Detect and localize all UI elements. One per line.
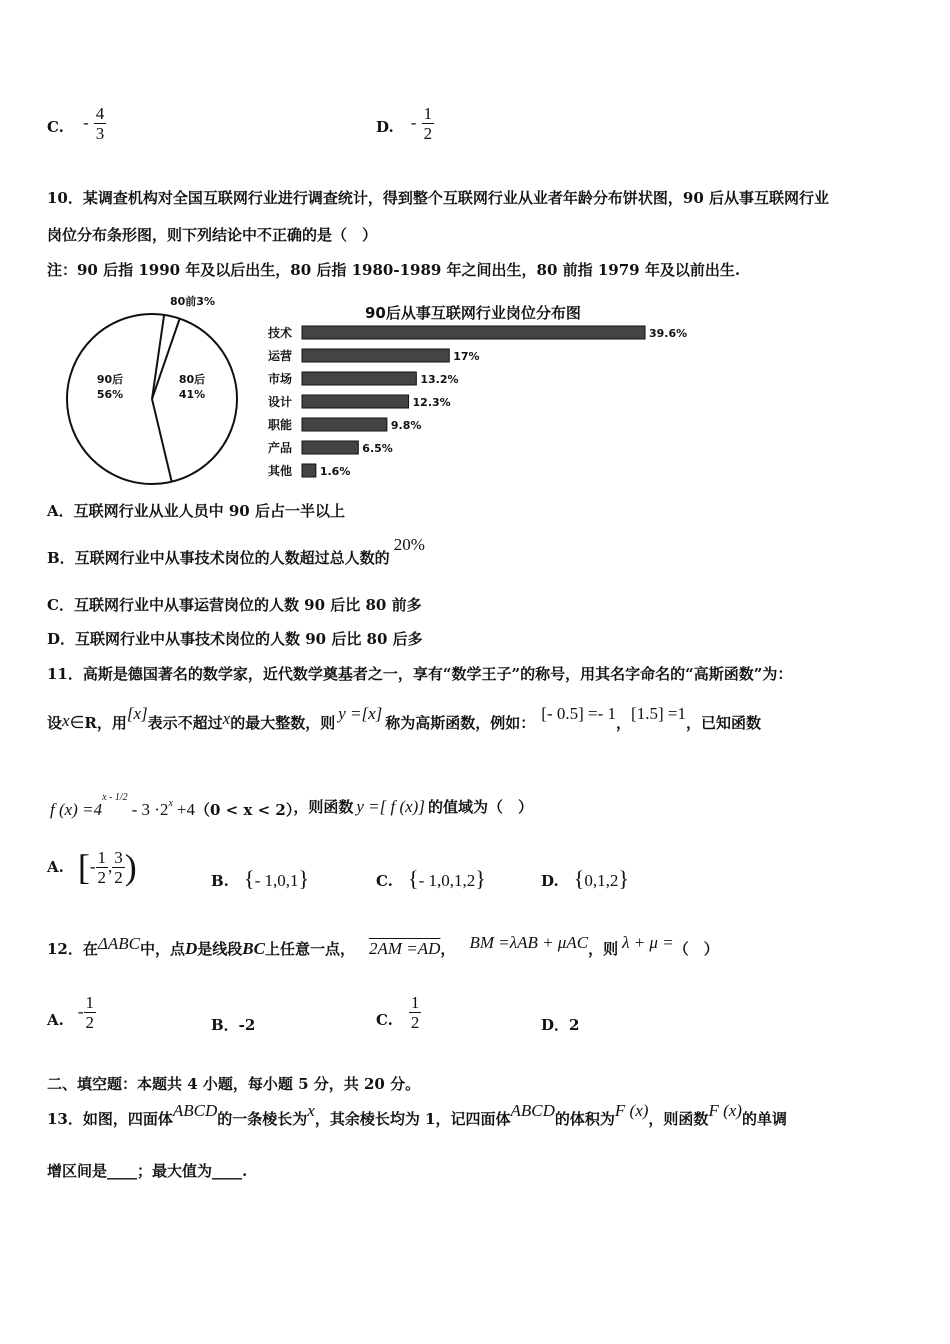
bar-category-4: 职能 bbox=[268, 418, 293, 432]
q12-comma: ， bbox=[440, 940, 456, 958]
q11-b-brace-close: } bbox=[298, 866, 310, 891]
pie-value-0: 56% bbox=[96, 388, 124, 401]
q13-volume-fn2: F (x) bbox=[708, 1101, 742, 1120]
bar-category-6: 其他 bbox=[268, 464, 293, 478]
q11-l2-in: ∈ bbox=[69, 713, 85, 732]
q11-a-right-bracket: ) bbox=[124, 847, 137, 887]
q10-option-b-text: B．互联网行业中从事技术岗位的人数超过总人数的 bbox=[47, 549, 390, 567]
q11-function-part3: +4 bbox=[176, 800, 195, 819]
bar-category-1: 运营 bbox=[268, 349, 293, 363]
q11-c-label: C. bbox=[376, 872, 393, 890]
q11-d-brace-open: { bbox=[573, 866, 585, 891]
q11-stem-line3 bbox=[50, 792, 533, 819]
q11-d-label: D. bbox=[541, 872, 559, 890]
q11-a-comma: , bbox=[108, 857, 113, 876]
q12-triangle: ΔABC bbox=[97, 934, 140, 953]
q9-d-fraction bbox=[422, 104, 435, 143]
bar-6 bbox=[302, 464, 316, 477]
bar-group bbox=[267, 325, 687, 478]
q10-option-d: D．互联网行业中从事技术岗位的人数 90 后比 80 后多 bbox=[47, 630, 423, 648]
q13-b: 的一条棱长为 bbox=[217, 1110, 308, 1128]
q11-option-d bbox=[541, 866, 629, 892]
q11-a-frac1-den: 2 bbox=[97, 867, 107, 887]
q12-a: 12．在 bbox=[47, 940, 98, 958]
q13-f: 的单调 bbox=[741, 1110, 787, 1128]
q13-volume-fn: F (x) bbox=[614, 1101, 649, 1120]
q11-l2-c: 表示不超过 bbox=[147, 714, 223, 732]
q11-l2-gauss: y =[x] bbox=[338, 704, 383, 723]
q11-a-frac2-den: 2 bbox=[114, 867, 123, 887]
pie-label-0: 90后 bbox=[96, 373, 124, 386]
q9-option-d bbox=[376, 104, 434, 143]
q11-option-b bbox=[211, 866, 309, 892]
q9-c-label: C. bbox=[47, 118, 64, 136]
q11-l3-h: 的值域为（ ） bbox=[427, 798, 533, 816]
q10-option-c: C．互联网行业中从事运营岗位的人数 90 后比 80 前多 bbox=[47, 596, 422, 614]
q9-c-sign: - bbox=[83, 113, 89, 132]
q11-option-a bbox=[47, 842, 137, 892]
q12-c-label: C. bbox=[376, 1011, 393, 1029]
q13-stem-line2: 增区间是____；最大值为____. bbox=[47, 1162, 248, 1180]
q11-exponent: x - 1/2 bbox=[102, 792, 128, 803]
q12-d: 上任意一点， bbox=[264, 940, 355, 958]
pie-group bbox=[67, 294, 237, 484]
q11-c-brace-close: } bbox=[475, 866, 486, 891]
q10-option-b bbox=[47, 535, 425, 568]
bar-3 bbox=[302, 395, 409, 408]
q11-composite: y =[ f (x)] bbox=[356, 797, 425, 816]
bar-0 bbox=[302, 326, 645, 339]
q12-option-b: B．-2 bbox=[211, 1016, 256, 1034]
q13-a: 13．如图，四面体 bbox=[47, 1110, 173, 1128]
bar-chart-title: 90后从事互联网行业岗位分布图 bbox=[365, 304, 581, 322]
q13-tetra: ABCD bbox=[172, 1101, 218, 1120]
pie-label-2: 80前3% bbox=[170, 295, 215, 308]
q11-l2-example1: [- 0.5] =- 1 bbox=[541, 704, 617, 723]
q12-c-num: 1 bbox=[410, 992, 420, 1012]
q11-a-frac2 bbox=[112, 848, 125, 887]
q12-vector-eq1: 2AM =AD bbox=[368, 939, 441, 958]
bar-category-2: 市场 bbox=[268, 372, 293, 386]
q9-d-num: 1 bbox=[423, 104, 433, 123]
q12-segment-bc: BC bbox=[242, 939, 265, 958]
q12-a-sign: - bbox=[77, 1002, 84, 1021]
bar-value-2: 13.2% bbox=[420, 373, 459, 386]
q9-c-fraction bbox=[94, 104, 107, 143]
q12-a-frac bbox=[84, 993, 97, 1032]
q11-stem-line2 bbox=[47, 704, 761, 733]
bar-value-0: 39.6% bbox=[649, 327, 688, 340]
q11-l2-f: ，已知函数 bbox=[685, 714, 761, 732]
q11-function-part2: - 3 ·2 bbox=[131, 800, 169, 819]
q11-l2-e: 称为高斯函数，例如： bbox=[385, 714, 536, 732]
section-2-heading: 二、填空题：本题共 4 小题，每小题 5 分，共 20 分。 bbox=[47, 1075, 421, 1093]
bar-category-3: 设计 bbox=[268, 395, 293, 409]
pie-label-1: 80后 bbox=[178, 373, 206, 386]
q11-c-brace-open: { bbox=[408, 866, 419, 891]
q9-d-sign: - bbox=[410, 113, 417, 132]
bar-value-5: 6.5% bbox=[362, 442, 393, 455]
q12-c-frac bbox=[409, 993, 422, 1032]
q13-c: ，其余棱长均为 1，记四面体 bbox=[314, 1110, 511, 1128]
bar-2 bbox=[302, 372, 416, 385]
q11-l2-x: x bbox=[62, 711, 70, 730]
q11-function: f (x) =4 bbox=[50, 800, 103, 819]
q12-a-label: A. bbox=[47, 1011, 64, 1029]
q11-l2-a: 设 bbox=[47, 714, 63, 732]
q9-d-label: D. bbox=[376, 118, 394, 136]
q13-e: ，则函数 bbox=[648, 1110, 709, 1128]
q12-option-c bbox=[376, 990, 421, 1034]
q12-option-d: D．2 bbox=[541, 1016, 580, 1034]
q11-stem-line1: 11．高斯是德国著名的数学家，近代数学奠基者之一，享有“数学王子”的称号，用其名字命名的“高斯函数”为： bbox=[47, 665, 793, 683]
q10-note: 注：90 后指 1990 年及以后出生，80 后指 1980-1989 年之间出生，80 前指 1979 年及以前出生. bbox=[47, 261, 741, 279]
bar-category-5: 产品 bbox=[268, 441, 293, 455]
q9-c-num: 4 bbox=[95, 104, 105, 123]
q9-option-c bbox=[47, 104, 106, 143]
bar-value-1: 17% bbox=[453, 350, 480, 363]
q10-option-b-value: 20% bbox=[393, 535, 425, 554]
q11-l2-R: R bbox=[84, 714, 97, 732]
bar-1 bbox=[302, 349, 449, 362]
q11-a-frac1 bbox=[96, 848, 109, 887]
q13-x: x bbox=[307, 1101, 315, 1120]
q10-stem-line1: 10．某调查机构对全国互联网行业进行调查统计，得到整个互联网行业从业者年龄分布饼状图，90 后从事互联网行业 bbox=[47, 189, 829, 207]
bar-value-3: 12.3% bbox=[412, 396, 451, 409]
pie-value-1: 41% bbox=[178, 388, 206, 401]
q11-c-value: - 1,0,1,2 bbox=[418, 871, 476, 890]
q12-option-a bbox=[47, 990, 96, 1034]
job-bar-chart bbox=[262, 298, 702, 488]
q11-d-value: 0,1,2 bbox=[584, 871, 619, 890]
q12-b: 中，点 bbox=[139, 940, 185, 958]
bar-4 bbox=[302, 418, 387, 431]
q11-b-value: - 1,0,1 bbox=[254, 871, 299, 890]
q12-a-num: 1 bbox=[85, 992, 95, 1012]
q11-l2-example2: [1.5] =1 bbox=[631, 704, 686, 723]
q11-a-frac2-num: 3 bbox=[114, 847, 123, 867]
bar-value-4: 9.8% bbox=[390, 419, 422, 432]
q12-a-den: 2 bbox=[85, 1012, 95, 1032]
q12-stem bbox=[47, 933, 719, 959]
q9-d-den: 2 bbox=[423, 124, 433, 143]
q11-d-brace-close: } bbox=[618, 866, 629, 891]
bar-value-6: 1.6% bbox=[319, 465, 351, 478]
q11-a-left-bracket: [ bbox=[77, 847, 90, 887]
q11-domain: （0 < x < 2） bbox=[194, 801, 294, 819]
q13-d: 的体积为 bbox=[554, 1110, 615, 1128]
q10-stem-line2: 岗位分布条形图，则下列结论中不正确的是（ ） bbox=[47, 226, 378, 244]
q11-l2-d: 的最大整数，则 bbox=[230, 714, 336, 732]
q13-stem-line1 bbox=[47, 1101, 787, 1129]
q12-c-den: 2 bbox=[410, 1012, 420, 1032]
q11-l3-g: ，则函数 bbox=[293, 798, 354, 816]
q12-c: 是线段 bbox=[197, 940, 243, 958]
bar-category-0: 技术 bbox=[268, 326, 293, 340]
q12-sum: λ + μ = bbox=[622, 933, 674, 952]
q11-a-label: A. bbox=[47, 858, 64, 876]
q13-tetra2: ABCD bbox=[510, 1101, 555, 1120]
q11-l2-bracket-x: [x] bbox=[126, 704, 148, 723]
q11-b-brace-open: { bbox=[244, 866, 255, 891]
q9-c-den: 3 bbox=[95, 124, 105, 143]
q11-b-label: B. bbox=[211, 872, 229, 890]
q12-point-d: D bbox=[184, 939, 198, 958]
q11-a-minus: - bbox=[89, 857, 96, 876]
q10-option-a: A．互联网行业从业人员中 90 后占一半以上 bbox=[47, 502, 345, 520]
q11-exponent2: x bbox=[168, 798, 173, 809]
bar-5 bbox=[302, 441, 358, 454]
q11-l2-b: ，用 bbox=[96, 714, 127, 732]
q12-vector-eq2: BM =λAB + μAC bbox=[469, 933, 589, 952]
age-pie-chart bbox=[55, 292, 255, 492]
q12-f: （ ） bbox=[673, 940, 719, 958]
q11-l2-comma: ， bbox=[616, 714, 632, 732]
q11-l2-x2: x bbox=[222, 709, 231, 728]
q12-e: ，则 bbox=[588, 940, 619, 958]
q11-option-c bbox=[376, 866, 486, 892]
q11-a-frac1-num: 1 bbox=[97, 847, 107, 867]
